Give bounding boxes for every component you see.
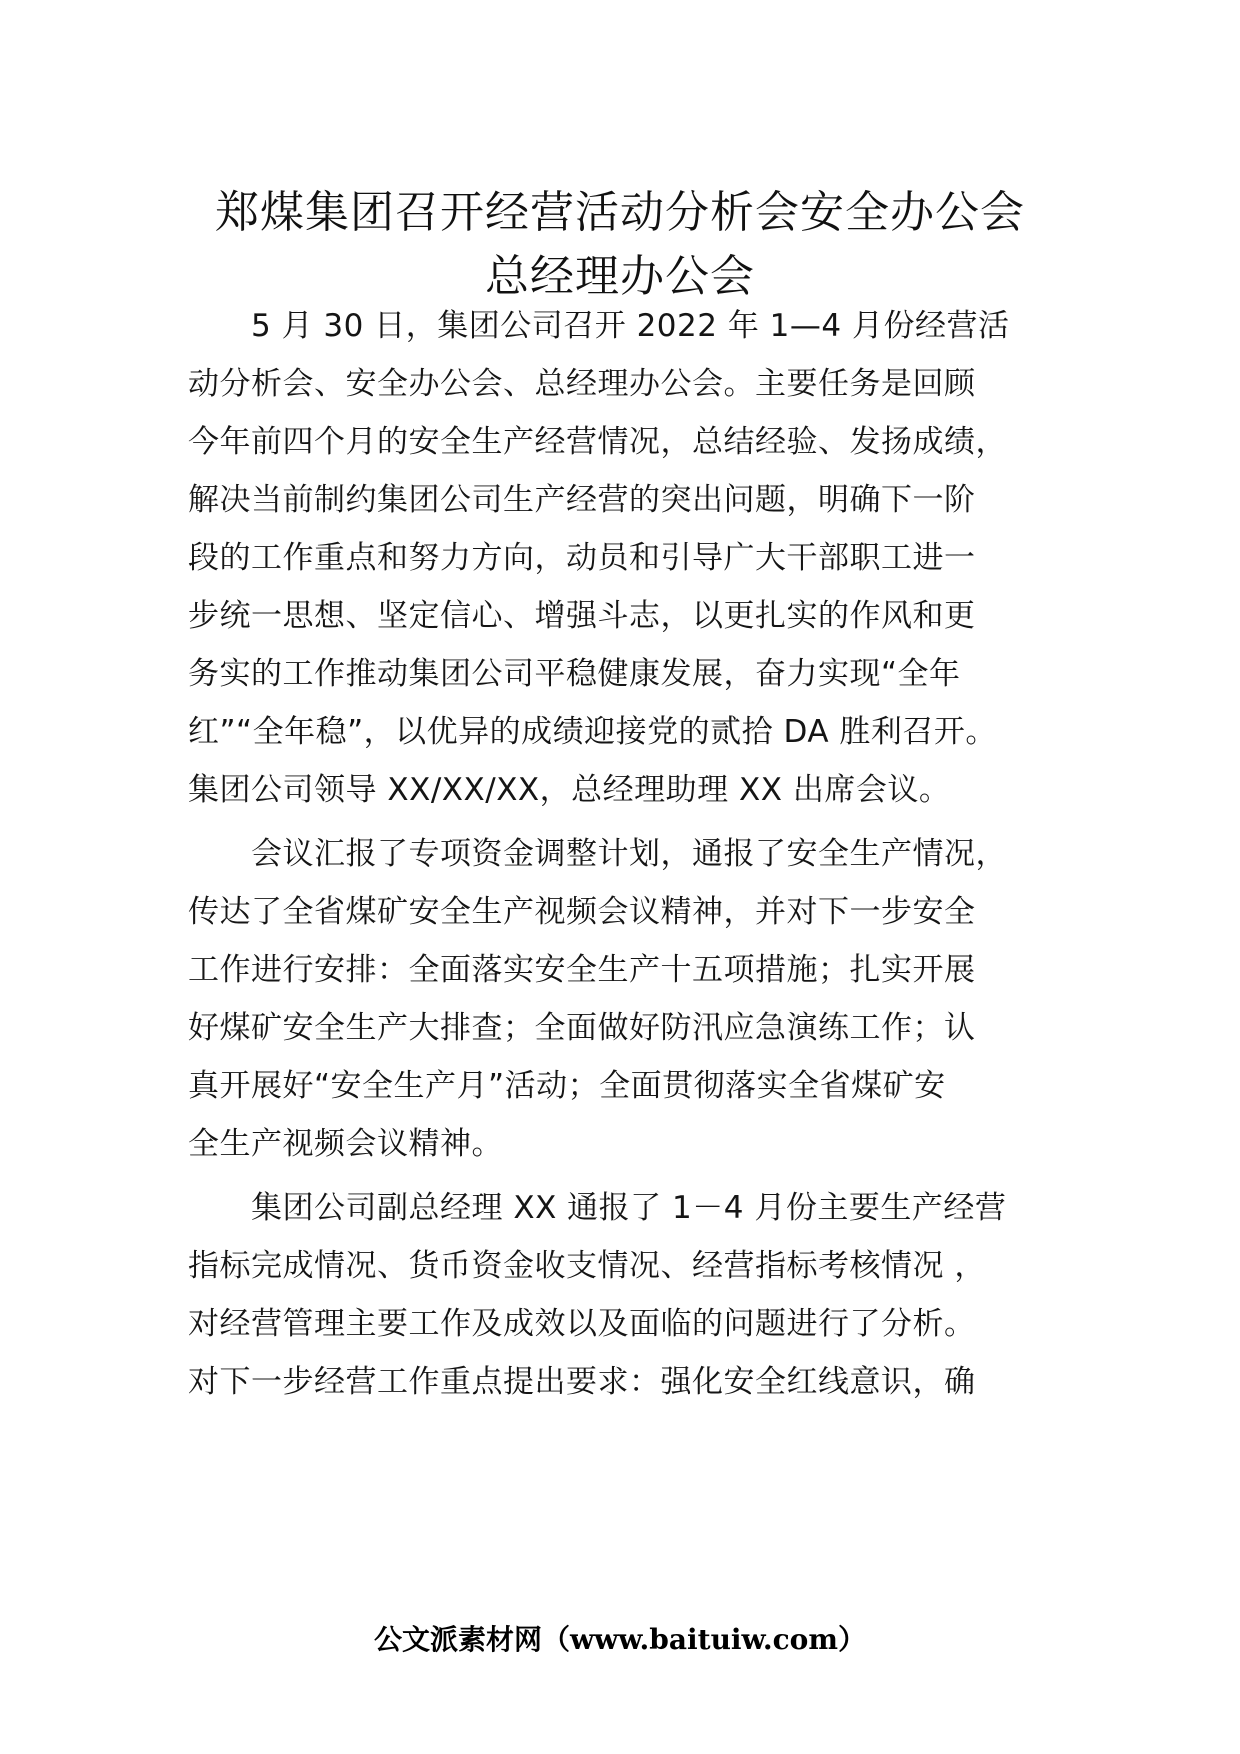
body-line: 好煤矿安全生产大排查；全面做好防汛应急演练工作；认 — [188, 1010, 976, 1046]
document-title-line-1: 郑煤集团召开经营活动分析会安全办公会 — [215, 187, 1025, 238]
body-line: 全生产视频会议精神。 — [188, 1126, 503, 1162]
body-line: 工作进行安排：全面落实安全生产十五项措施；扎实开展 — [188, 952, 976, 988]
body-line: 集团公司领导 XX/XX/XX，总经理助理 XX 出席会议。 — [188, 772, 951, 808]
body-line: 动分析会、安全办公会、总经理办公会。主要任务是回顾 — [188, 366, 976, 402]
document-title-line-2: 总经理办公会 — [485, 251, 755, 302]
body-line: 今年前四个月的安全生产经营情况，总结经验、发扬成绩， — [188, 424, 1007, 460]
body-line: 会议汇报了专项资金调整计划，通报了安全生产情况， — [188, 836, 1007, 872]
body-line: 红”“全年稳”，以优异的成绩迎接党的贰拾 DA 胜利召开。 — [188, 714, 997, 750]
body-line: 集团公司副总经理 XX 通报了 1－4 月份主要生产经营 — [188, 1190, 1007, 1226]
body-line: 指标完成情况、货币资金收支情况、经营指标考核情况 ， — [188, 1248, 986, 1284]
footer-source: 公文派素材网（www.baituiw.com） — [374, 1623, 866, 1656]
body-line: 步统一思想、坚定信心、增强斗志，以更扎实的作风和更 — [188, 598, 976, 634]
body-line: 解决当前制约集团公司生产经营的突出问题，明确下一阶 — [188, 482, 976, 518]
body-line: 务实的工作推动集团公司平稳健康发展，奋力实现“全年 — [188, 656, 961, 692]
body-line: 5 月 30 日，集团公司召开 2022 年 1—4 月份经营活 — [188, 308, 1010, 344]
body-line: 对经营管理主要工作及成效以及面临的问题进行了分析。 — [188, 1306, 976, 1342]
body-line: 对下一步经营工作重点提出要求：强化安全红线意识，确 — [188, 1364, 976, 1400]
body-line: 真开展好“安全生产月”活动；全面贯彻落实全省煤矿安 — [188, 1068, 946, 1104]
body-line: 段的工作重点和努力方向，动员和引导广大干部职工进一 — [188, 540, 976, 576]
body-line: 传达了全省煤矿安全生产视频会议精神，并对下一步安全 — [188, 894, 976, 930]
